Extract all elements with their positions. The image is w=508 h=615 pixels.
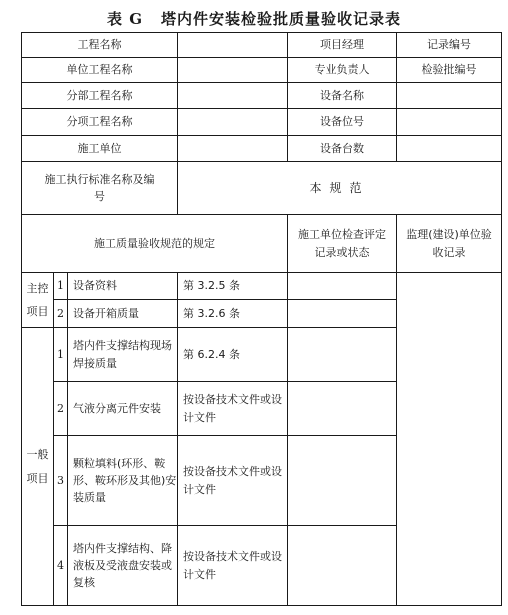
general-item-name: 颗粒填料(环形、鞍形、鞍环形及其他)安装质量 [68,436,178,526]
subitem-name-value[interactable] [178,109,288,136]
general-item-requirement: 按设备技术文件或设计文件 [178,526,288,606]
spec-column-header: 施工质量验收规范的规定 [22,215,288,273]
general-item-check-cell[interactable] [288,436,397,526]
standard-value: 本规范 [178,162,502,215]
header-row-3 [22,83,502,109]
equipment-name-value[interactable] [397,83,502,109]
general-item-name: 气液分离元件安装 [68,382,178,436]
construction-unit-label: 施工单位 [22,136,178,162]
batch-no-cell[interactable] [397,58,502,83]
standard-label: 施工执行标准名称及编号 [22,162,178,215]
header-row-1 [22,33,502,58]
form-title [0,8,508,29]
inspection-record-table [21,32,502,606]
general-item-check-cell[interactable] [288,328,397,382]
main-items-label: 主控项目 [22,273,54,328]
unit-project-name-label: 单位工程名称 [22,58,178,83]
division-name-label: 分部工程名称 [22,83,178,109]
equipment-name-label: 设备名称 [288,83,397,109]
general-item-no: 3 [54,436,68,526]
main-item-no: 2 [54,300,68,328]
equipment-count-value[interactable] [397,136,502,162]
main-item-name: 设备开箱质量 [68,300,178,328]
general-item-name: 塔内件支撑结构、降液板及受液盘安装或复核 [68,526,178,606]
project-name-value[interactable] [178,33,288,58]
record-no-label: 记录编号 [427,38,471,52]
equipment-count-label: 设备台数 [288,136,397,162]
equipment-position-label: 设备位号 [288,109,397,136]
unit-project-name-value[interactable] [178,58,288,83]
column-header-row [22,215,502,273]
division-name-value[interactable] [178,83,288,109]
header-row-2 [22,58,502,83]
main-item-check-cell[interactable] [288,273,397,300]
table-number: 表 G [106,10,144,28]
general-items-label: 一般项目 [22,328,54,606]
main-item-name: 设备资料 [68,273,178,300]
main-item-row [22,273,502,300]
header-row-5 [22,136,502,162]
general-item-name: 塔内件支撑结构现场焊接质量 [68,328,178,382]
supervision-record-cell[interactable] [397,273,502,606]
check-column-header: 施工单位检查评定记录或状态 [288,215,397,273]
main-item-requirement: 第 3.2.6 条 [178,300,288,328]
equipment-position-value[interactable] [397,109,502,136]
general-item-requirement: 按设备技术文件或设计文件 [178,382,288,436]
project-manager-label: 项目经理 [288,33,397,58]
general-item-no: 1 [54,328,68,382]
main-item-requirement: 第 3.2.5 条 [178,273,288,300]
general-item-no: 2 [54,382,68,436]
specialist-label: 专业负责人 [288,58,397,83]
table-title: 塔内件安装检验批质量验收记录表 [161,10,402,28]
general-item-no: 4 [54,526,68,606]
general-item-check-cell[interactable] [288,526,397,606]
general-item-requirement: 按设备技术文件或设计文件 [178,436,288,526]
main-item-check-cell[interactable] [288,300,397,328]
record-no-cell[interactable] [397,33,502,58]
project-name-label: 工程名称 [22,33,178,58]
general-item-requirement: 第 6.2.4 条 [178,328,288,382]
standard-row [22,162,502,215]
general-item-check-cell[interactable] [288,382,397,436]
batch-no-label: 检验批编号 [421,63,477,77]
construction-unit-value[interactable] [178,136,288,162]
main-item-no: 1 [54,273,68,300]
header-row-4 [22,109,502,136]
supervision-column-header: 监理(建设)单位验收记录 [397,215,502,273]
subitem-name-label: 分项工程名称 [22,109,178,136]
